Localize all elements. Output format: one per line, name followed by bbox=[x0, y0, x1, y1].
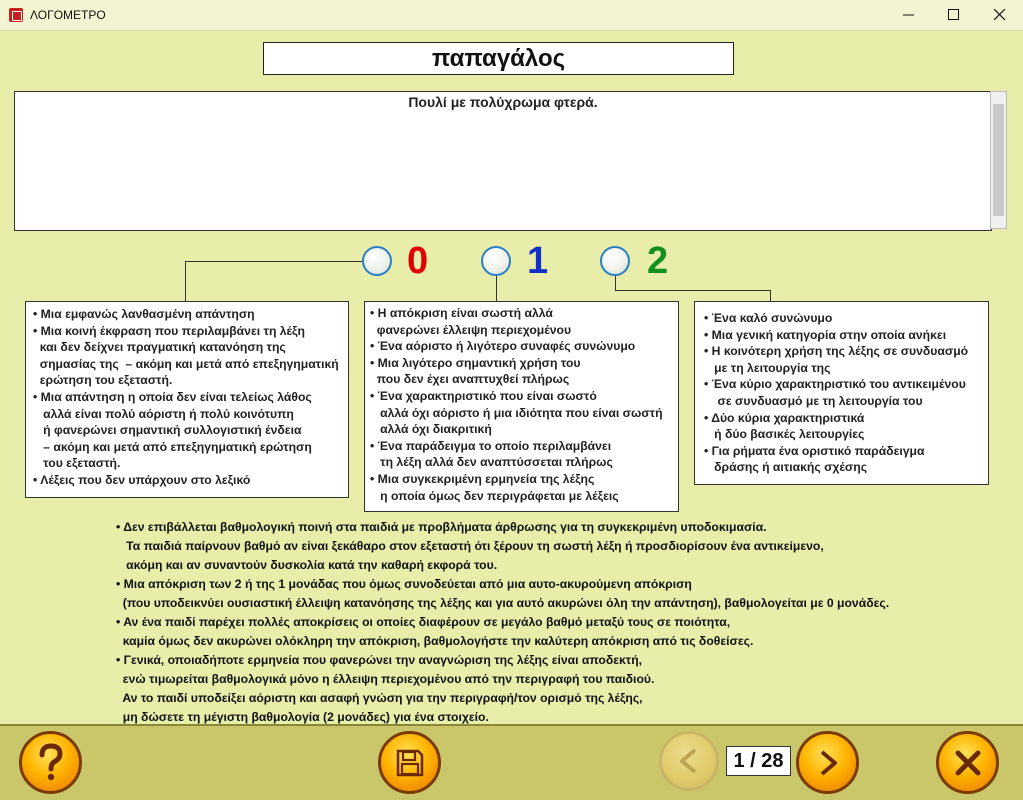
score-0-radio[interactable] bbox=[362, 246, 392, 276]
criteria-line: η οποία όμως δεν περιγράφεται με λέξεις bbox=[370, 488, 619, 503]
criteria-line: • Για ρήματα ένα οριστικό παράδειγμα bbox=[704, 443, 925, 458]
criteria-line: που δεν έχει αναπτυχθεί πλήρως bbox=[370, 372, 570, 387]
criteria-line: τη λέξη αλλά δεν αναπτύσσεται πλήρως bbox=[370, 455, 613, 470]
scoring-notes bbox=[116, 518, 889, 727]
criteria-line: ή φανερώνει σημαντική συλλογιστική ένδεια bbox=[33, 423, 302, 438]
criteria-line: • Μια απάντηση η οποία δεν είναι τελείως λάθος bbox=[33, 389, 312, 404]
note-line: • Δεν επιβάλλεται βαθμολογική ποινή στα παιδιά με προβλήματα άρθρωσης για τη συγκεκριμένη υποδοκιμασία. bbox=[116, 520, 767, 534]
connector-2-drop2 bbox=[770, 290, 771, 301]
minimize-button[interactable] bbox=[886, 0, 932, 30]
question-mark-icon bbox=[34, 743, 68, 783]
score-2-radio[interactable] bbox=[600, 246, 630, 276]
criteria-line: • Ένα παράδειγμα το οποίο περιλαμβάνει bbox=[370, 438, 612, 453]
note-line: Αν το παιδί υποδείξει αόριστη και ασαφή γνώση για την περιγραφή/τον ορισμό της λέξης, bbox=[116, 691, 643, 705]
note-line: καμία όμως δεν ακυρώνει ολόκληρη την απόκριση, βαθμολογήστε την καλύτερη απόκριση από τις δοθείσες. bbox=[116, 634, 754, 648]
arrow-left-icon bbox=[674, 746, 704, 776]
criteria-box-1 bbox=[364, 301, 679, 512]
connector-1-drop bbox=[496, 276, 497, 301]
save-button[interactable] bbox=[378, 731, 441, 794]
window-titlebar bbox=[0, 0, 1023, 31]
exit-button[interactable] bbox=[936, 731, 999, 794]
criteria-line: • Μια κοινή έκφραση που περιλαμβάνει τη λέξη bbox=[33, 323, 305, 338]
criteria-box-2 bbox=[694, 301, 989, 485]
note-line: Τα παιδιά παίρνουν βαθμό αν είναι ξεκάθαρο στον εξεταστή ότι ξέρουν τη σωστή λέξη ή προσδιορίσουν ένα αντικείμενο, bbox=[116, 539, 824, 553]
maximize-button[interactable] bbox=[931, 0, 977, 30]
previous-button[interactable] bbox=[659, 731, 719, 791]
target-word: παπαγάλος bbox=[263, 42, 734, 75]
note-line: • Γενικά, οποιαδήποτε ερμηνεία που φανερώνει την αναγνώριση της λέξης είναι αποδεκτή, bbox=[116, 653, 643, 667]
connector-0-drop bbox=[185, 261, 186, 301]
note-line: (που υποδεικνύει ουσιαστική έλλειψη κατανόησης της λέξης και για αυτό ακυρώνει όλη την απάντηση), βαθμολογείται με 0 μονάδες. bbox=[116, 596, 890, 610]
criteria-line: • Η κοινότερη χρήση της λέξης σε συνδυασμό bbox=[704, 344, 969, 359]
note-line: μη δώσετε τη μέγιστη βαθμολογία (2 μονάδες) για ένα στοιχείο. bbox=[116, 710, 489, 724]
criteria-line: • Μια γενική κατηγορία στην οποία ανήκει bbox=[704, 327, 947, 342]
criteria-line: • Μια συγκεκριμένη ερμηνεία της λέξης bbox=[370, 471, 595, 486]
criteria-line: • Ένα χαρακτηριστικό που είναι σωστό bbox=[370, 388, 597, 403]
criteria-line: • Λέξεις που δεν υπάρχουν στο λεξικό bbox=[33, 472, 251, 487]
page-counter: 1 / 28 bbox=[726, 746, 791, 776]
close-window-button[interactable] bbox=[977, 0, 1023, 30]
score-0-label: 0 bbox=[407, 240, 429, 282]
criteria-line: • Ένα καλό συνώνυμο bbox=[704, 311, 833, 325]
arrow-right-icon bbox=[813, 748, 843, 778]
note-line: ενώ τιμωρείται βαθμολογικά μόνο η έλλειψη περιεχομένου από την περιγραφή του παιδιού. bbox=[116, 672, 655, 686]
criteria-line: αλλά όχι αόριστο ή μια ιδιότητα που είναι σωστή bbox=[370, 405, 663, 420]
criteria-line: αλλά όχι διακριτική bbox=[370, 422, 492, 437]
note-line: • Αν ένα παιδί παρέχει πολλές αποκρίσεις οι οποίες διαφέρουν σε μεγάλο βαθμό μεταξύ τους σε ποιότητα, bbox=[116, 615, 731, 629]
criteria-line: – ακόμη και μετά από επεξηγηματική ερώτηση bbox=[33, 439, 312, 454]
floppy-disk-icon bbox=[395, 748, 425, 778]
criteria-line: ή δύο βασικές λειτουργίες bbox=[704, 427, 865, 442]
criteria-box-0 bbox=[25, 301, 349, 498]
criteria-line: • Η απόκριση είναι σωστή αλλά bbox=[370, 306, 553, 320]
connector-2 bbox=[615, 290, 771, 291]
criteria-line: σε συνδυασμό με τη λειτουργία του bbox=[704, 393, 923, 408]
help-button[interactable] bbox=[19, 731, 82, 794]
scrollbar-thumb[interactable] bbox=[993, 104, 1004, 216]
note-line: • Μια απόκριση των 2 ή της 1 μονάδας που όμως συνοδεύεται από μια αυτο-ακυρούμενη απόκριση bbox=[116, 577, 692, 591]
criteria-line: σημασίας της – ακόμη και μετά από επεξηγηματική bbox=[33, 356, 339, 371]
definition-scrollbar[interactable] bbox=[990, 91, 1007, 229]
criteria-line: ερώτηση του εξεταστή. bbox=[33, 373, 173, 388]
criteria-line: αλλά είναι πολύ αόριστη ή πολύ κοινότυπη bbox=[33, 406, 294, 421]
criteria-line: • Μια εμφανώς λανθασμένη απάντηση bbox=[33, 307, 255, 321]
definition-text: Πουλί με πολύχρωμα φτερά. bbox=[408, 94, 598, 110]
score-2-label: 2 bbox=[647, 240, 669, 282]
connector-2-drop bbox=[615, 276, 616, 291]
criteria-line: • Ένα αόριστο ή λιγότερο συναφές συνώνυμο bbox=[370, 339, 636, 354]
score-1-label: 1 bbox=[527, 240, 549, 282]
maximize-icon bbox=[948, 9, 960, 21]
window-title: ΛΟΓΟΜΕΤΡΟ bbox=[30, 8, 106, 22]
minimize-icon bbox=[903, 9, 915, 21]
definition-textbox[interactable] bbox=[14, 91, 992, 231]
criteria-line: φανερώνει έλλειψη περιεχομένου bbox=[370, 322, 572, 337]
close-icon bbox=[994, 9, 1006, 21]
criteria-line: του εξεταστή. bbox=[33, 456, 121, 471]
criteria-line: • Μια λιγότερο σημαντική χρήση του bbox=[370, 355, 581, 370]
score-1-radio[interactable] bbox=[481, 246, 511, 276]
criteria-line: • Ένα κύριο χαρακτηριστικό του αντικειμένου bbox=[704, 377, 966, 392]
criteria-line: με τη λειτουργία της bbox=[704, 360, 831, 375]
note-line: ακόμη και αν συναντούν δυσκολία κατά την καθαρή εκφορά του. bbox=[116, 558, 498, 572]
app-logo-icon bbox=[9, 8, 23, 22]
next-button[interactable] bbox=[796, 731, 859, 794]
close-x-icon bbox=[954, 749, 982, 777]
footer-toolbar bbox=[0, 724, 1023, 800]
criteria-line: και δεν δείχνει πραγματική κατανόηση της bbox=[33, 340, 286, 355]
connector-0 bbox=[185, 261, 362, 262]
criteria-line: δράσης ή αιτιακής σχέσης bbox=[704, 460, 868, 475]
criteria-line: • Δύο κύρια χαρακτηριστικά bbox=[704, 410, 865, 425]
